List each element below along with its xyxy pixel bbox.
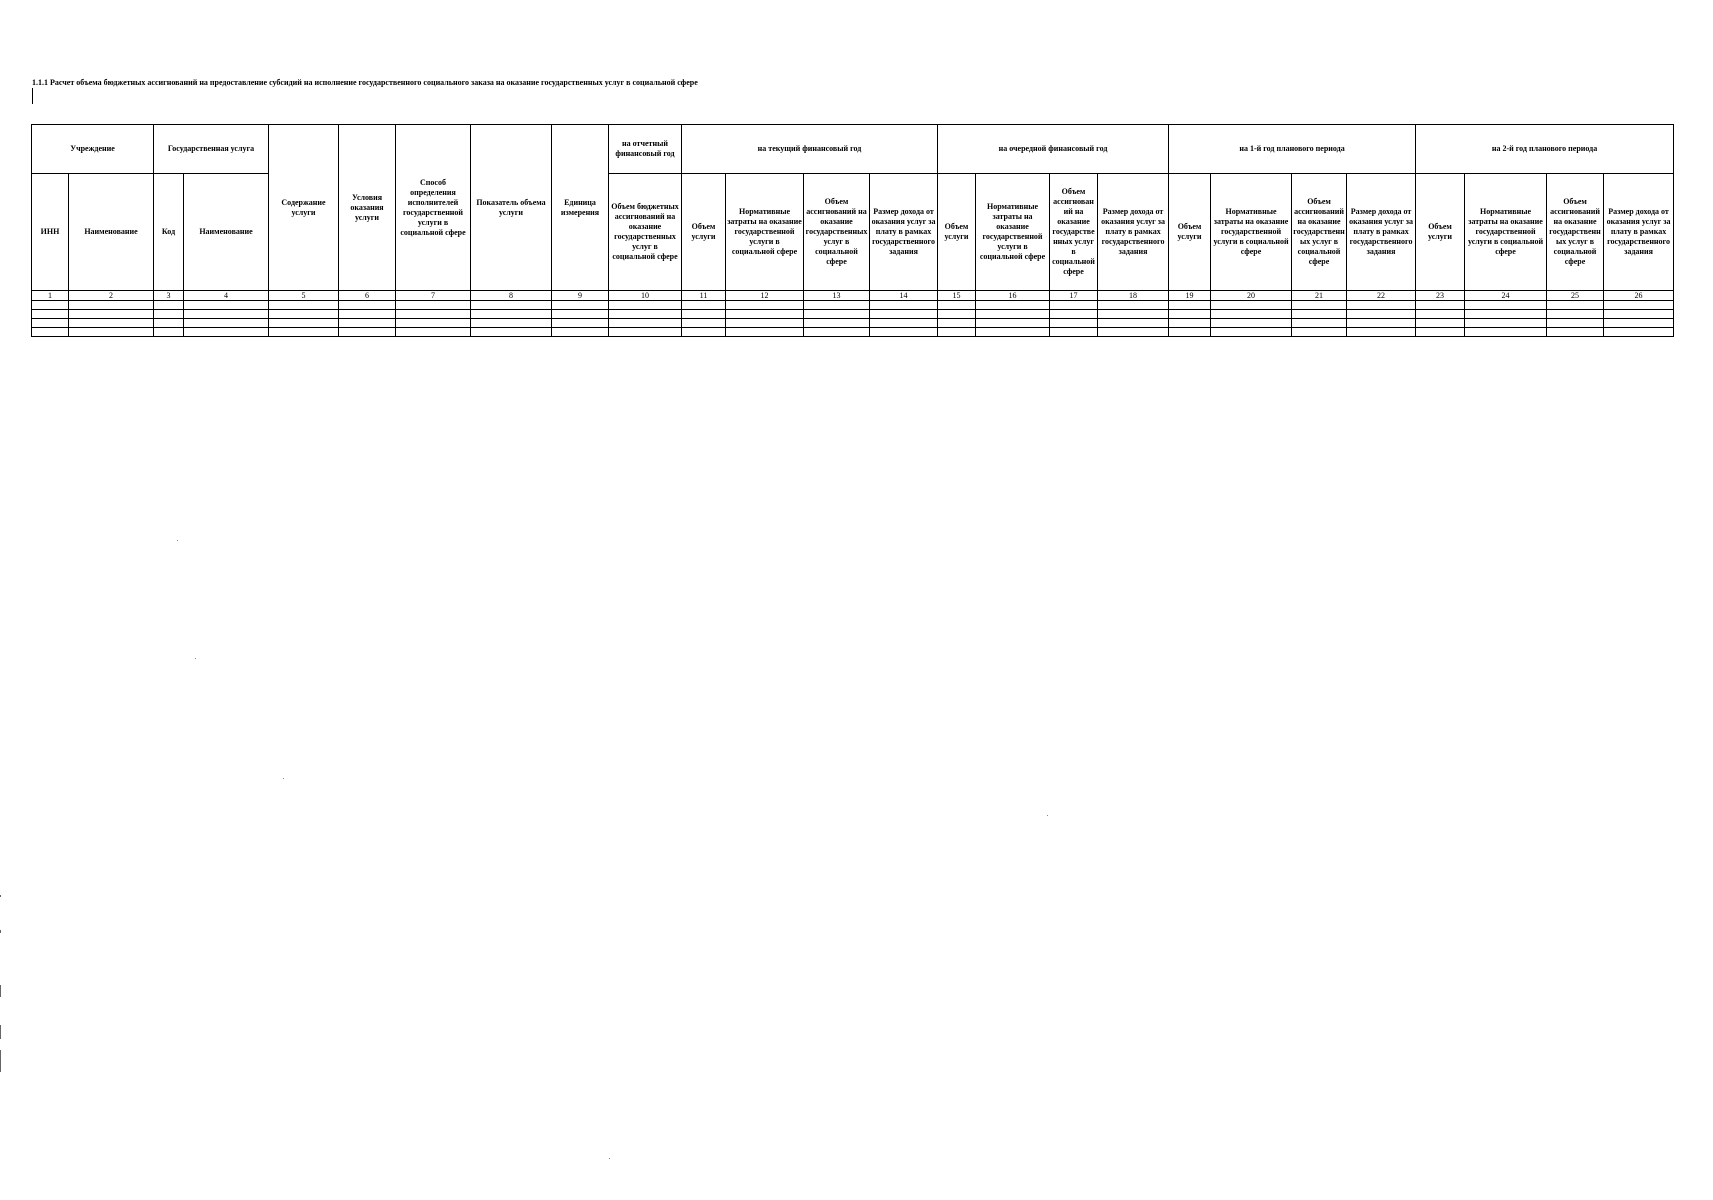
scan-edge-mark: [0, 985, 1, 997]
table-cell: [552, 310, 609, 319]
column-number: 8: [471, 291, 552, 301]
header-next-income: Размер дохода от оказания услуг за плату в рамках государственного задания: [1098, 174, 1169, 291]
scan-edge-mark: [0, 1050, 1, 1072]
table-cell: [938, 319, 976, 328]
header-plan-year-2: на 2-й год планового периода: [1416, 125, 1674, 174]
table-cell: [1211, 301, 1292, 310]
table-cell: [339, 328, 396, 337]
header-plan2-normative: Нормативные затраты на оказание государственной услуги в социальной сфере: [1465, 174, 1547, 291]
table-cell: [339, 310, 396, 319]
header-plan-year-1: на 1-й год планового периода: [1169, 125, 1416, 174]
table-cell: [976, 301, 1050, 310]
table-cell: [184, 319, 269, 328]
table-cell: [870, 301, 938, 310]
table-cell: [32, 301, 69, 310]
column-number: 7: [396, 291, 471, 301]
table-cell: [154, 301, 184, 310]
table-cell: [269, 310, 339, 319]
table-cell: [1211, 328, 1292, 337]
table-row: [32, 319, 1674, 328]
table-cell: [1547, 310, 1604, 319]
column-number: 20: [1211, 291, 1292, 301]
column-number: 18: [1098, 291, 1169, 301]
table-cell: [1098, 319, 1169, 328]
table-cell: [339, 301, 396, 310]
column-number: 9: [552, 291, 609, 301]
table-cell: [609, 328, 682, 337]
column-number: 26: [1604, 291, 1674, 301]
table-cell: [609, 301, 682, 310]
table-cell: [1604, 319, 1674, 328]
scan-edge-mark: [0, 1025, 1, 1039]
header-service: Государственная услуга: [154, 125, 269, 174]
table-cell: [1416, 310, 1465, 319]
table-cell: [1347, 328, 1416, 337]
table-cell: [1169, 301, 1211, 310]
appropriations-table: [31, 124, 1674, 337]
table-cell: [1547, 319, 1604, 328]
table-cell: [552, 319, 609, 328]
column-number: 5: [269, 291, 339, 301]
header-plan1-volume: Объем услуги: [1169, 174, 1211, 291]
margin-mark: [32, 88, 33, 104]
header-next-allocations: Объем ассигнований на оказание государственных услуг в социальной сфере: [1050, 174, 1098, 291]
table-cell: [976, 328, 1050, 337]
header-next-volume: Объем услуги: [938, 174, 976, 291]
table-cell: [396, 319, 471, 328]
table-cell: [32, 310, 69, 319]
header-plan2-income: Размер дохода от оказания услуг за плату в рамках государственного задания: [1604, 174, 1674, 291]
header-inn: ИНН: [32, 174, 69, 291]
column-number: 11: [682, 291, 726, 301]
table-cell: [69, 301, 154, 310]
header-current-year: на текущий финансовый год: [682, 125, 938, 174]
table-cell: [870, 328, 938, 337]
table-cell: [1547, 301, 1604, 310]
table-cell: [471, 319, 552, 328]
column-number: 6: [339, 291, 396, 301]
table-cell: [1416, 319, 1465, 328]
table-cell: [1347, 310, 1416, 319]
scan-speck: [1047, 815, 1048, 816]
table-cell: [184, 328, 269, 337]
scan-speck: [283, 778, 284, 779]
table-cell: [1416, 301, 1465, 310]
table-cell: [726, 310, 804, 319]
table-cell: [726, 319, 804, 328]
table-cell: [184, 310, 269, 319]
column-number: 12: [726, 291, 804, 301]
table-cell: [69, 310, 154, 319]
table-cell: [69, 328, 154, 337]
table-cell: [938, 310, 976, 319]
column-number-row: [32, 291, 1674, 301]
table-cell: [1098, 310, 1169, 319]
table-cell: [396, 301, 471, 310]
table-cell: [471, 328, 552, 337]
table-cell: [1169, 319, 1211, 328]
table-cell: [32, 328, 69, 337]
scan-edge-mark: [0, 930, 1, 933]
column-number: 14: [870, 291, 938, 301]
table-cell: [269, 301, 339, 310]
header-content: Содержание услуги: [269, 125, 339, 291]
column-number: 4: [184, 291, 269, 301]
scan-speck: [177, 540, 178, 541]
header-institution: Учреждение: [32, 125, 154, 174]
table-cell: [471, 310, 552, 319]
table-cell: [1604, 301, 1674, 310]
column-number: 15: [938, 291, 976, 301]
column-number: 3: [154, 291, 184, 301]
table-cell: [269, 319, 339, 328]
table-cell: [682, 301, 726, 310]
table-cell: [1416, 328, 1465, 337]
table-cell: [682, 310, 726, 319]
scan-edge-mark: [0, 895, 1, 897]
table-cell: [32, 319, 69, 328]
table-cell: [1050, 310, 1098, 319]
table-row: [32, 301, 1674, 310]
column-number: 16: [976, 291, 1050, 301]
table-cell: [154, 328, 184, 337]
header-plan2-allocations: Объем ассигнований на оказание государственных услуг в социальной сфере: [1547, 174, 1604, 291]
table-cell: [1292, 319, 1347, 328]
scan-speck: [195, 658, 196, 659]
column-number: 19: [1169, 291, 1211, 301]
header-current-income: Размер дохода от оказания услуг за плату в рамках государственного задания: [870, 174, 938, 291]
column-number: 22: [1347, 291, 1416, 301]
column-number: 21: [1292, 291, 1347, 301]
column-number: 25: [1547, 291, 1604, 301]
table-cell: [154, 319, 184, 328]
table-cell: [1292, 301, 1347, 310]
table-cell: [1169, 310, 1211, 319]
table-cell: [1211, 319, 1292, 328]
table-cell: [1347, 301, 1416, 310]
header-reporting-year: на отчетный финансовый год: [609, 125, 682, 174]
table-cell: [552, 328, 609, 337]
table-cell: [726, 328, 804, 337]
header-conditions: Условия оказания услуги: [339, 125, 396, 291]
header-institution-name: Наименование: [69, 174, 154, 291]
header-plan1-allocations: Объем ассигнований на оказание государственных услуг в социальной сфере: [1292, 174, 1347, 291]
header-current-allocations: Объем ассигнований на оказание государственных услуг в социальной сфере: [804, 174, 870, 291]
table-cell: [1604, 310, 1674, 319]
header-plan1-income: Размер дохода от оказания услуг за плату в рамках государственного задания: [1347, 174, 1416, 291]
table-cell: [870, 319, 938, 328]
table-cell: [1465, 319, 1547, 328]
header-service-code: Код: [154, 174, 184, 291]
table-cell: [269, 328, 339, 337]
table-cell: [1604, 328, 1674, 337]
table-cell: [870, 310, 938, 319]
table-cell: [552, 301, 609, 310]
column-number: 1: [32, 291, 69, 301]
header-next-normative: Нормативные затраты на оказание государственной услуги в социальной сфере: [976, 174, 1050, 291]
table-cell: [1292, 328, 1347, 337]
table-cell: [1211, 310, 1292, 319]
table-cell: [1547, 328, 1604, 337]
column-number: 10: [609, 291, 682, 301]
table-cell: [184, 301, 269, 310]
table-cell: [609, 310, 682, 319]
table-cell: [976, 319, 1050, 328]
table-row: [32, 310, 1674, 319]
table-cell: [1465, 310, 1547, 319]
table-cell: [1098, 328, 1169, 337]
table-cell: [682, 319, 726, 328]
header-indicator: Показатель объема услуги: [471, 125, 552, 291]
table-cell: [1292, 310, 1347, 319]
table-cell: [1050, 301, 1098, 310]
table-cell: [1098, 301, 1169, 310]
column-number: 2: [69, 291, 154, 301]
header-service-name: Наименование: [184, 174, 269, 291]
header-method: Способ определения исполнителей государственной услуги в социальной сфере: [396, 125, 471, 291]
column-number: 24: [1465, 291, 1547, 301]
table-cell: [1169, 328, 1211, 337]
table-cell: [1465, 301, 1547, 310]
header-current-volume: Объем услуги: [682, 174, 726, 291]
table-row: [32, 328, 1674, 337]
table-cell: [471, 301, 552, 310]
table-cell: [396, 310, 471, 319]
header-unit: Единица измерения: [552, 125, 609, 291]
table-body: [32, 301, 1674, 337]
table-cell: [726, 301, 804, 310]
table-cell: [1050, 328, 1098, 337]
header-next-year: на очередной финансовый год: [938, 125, 1169, 174]
header-current-normative: Нормативные затраты на оказание государственной услуги в социальной сфере: [726, 174, 804, 291]
header-plan2-volume: Объем услуги: [1416, 174, 1465, 291]
table-cell: [682, 328, 726, 337]
table-cell: [1347, 319, 1416, 328]
table-cell: [804, 301, 870, 310]
table-cell: [804, 310, 870, 319]
scan-speck: [609, 1158, 610, 1159]
table-cell: [1050, 319, 1098, 328]
table-cell: [339, 319, 396, 328]
column-number: 17: [1050, 291, 1098, 301]
table-cell: [804, 328, 870, 337]
header-row-groups: [32, 125, 1674, 174]
table-cell: [1465, 328, 1547, 337]
table-cell: [938, 301, 976, 310]
table-cell: [804, 319, 870, 328]
table-cell: [938, 328, 976, 337]
table-cell: [69, 319, 154, 328]
column-number: 13: [804, 291, 870, 301]
header-plan1-normative: Нормативные затраты на оказание государственной услуги в социальной сфере: [1211, 174, 1292, 291]
table-cell: [396, 328, 471, 337]
header-reporting-volume: Объем бюджетных ассигнований на оказание государственных услуг в социальной сфере: [609, 174, 682, 291]
table-cell: [609, 319, 682, 328]
document-title: 1.1.1 Расчет объема бюджетных ассигнований на предоставление субсидий на исполнение государственного социального заказа на оказание государственных услуг в социальной сфере: [32, 78, 698, 87]
table-cell: [976, 310, 1050, 319]
column-number: 23: [1416, 291, 1465, 301]
table-cell: [154, 310, 184, 319]
